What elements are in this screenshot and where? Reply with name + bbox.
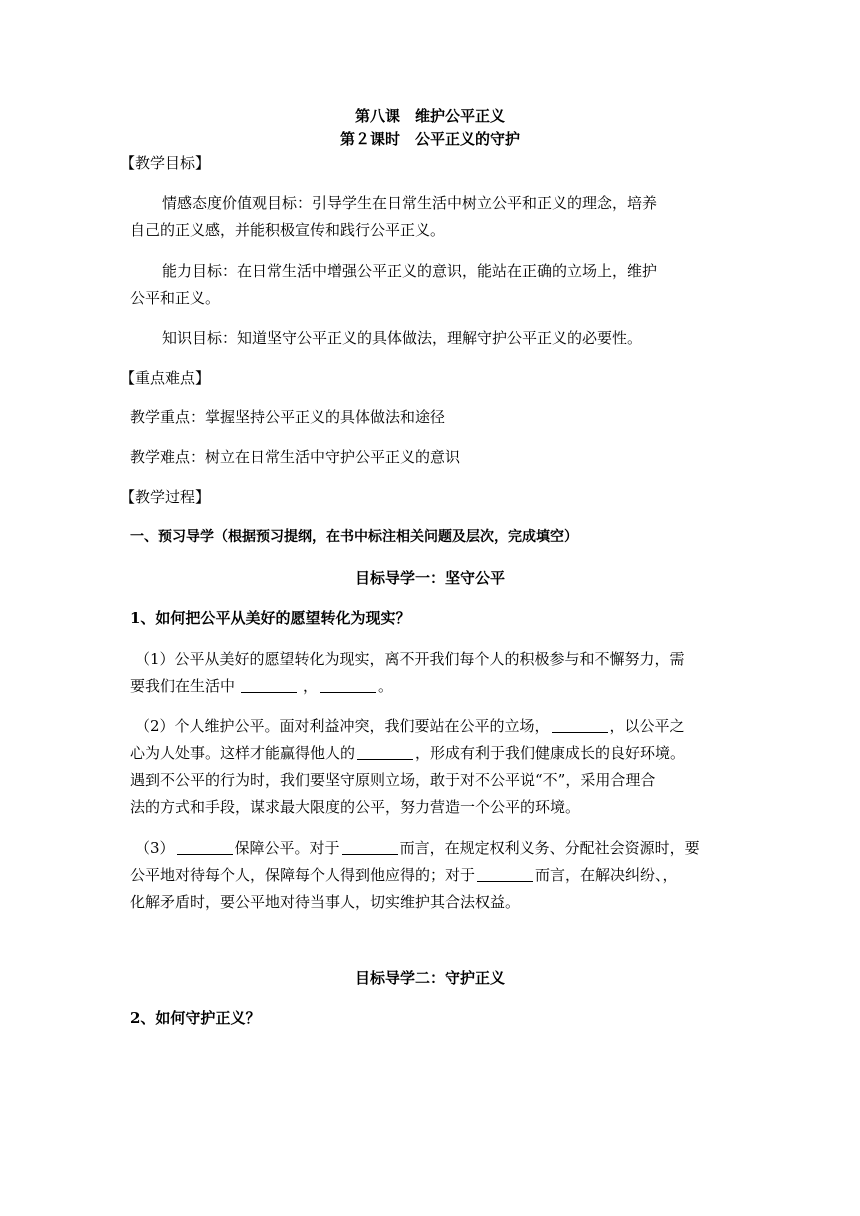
fill-blank[interactable] — [477, 867, 533, 882]
para1-line2 — [130, 675, 393, 697]
para2-text-d: ，形成有利于我们健康成长的良好环境。 — [415, 744, 686, 762]
para1-text-c: 。 — [378, 677, 394, 695]
para2-line3: 遇到不公平的行为时，我们要坚守原则立场，敢于对不公平说“不”，采用合理合 — [130, 771, 656, 789]
para3-text-d: 公平地对待每个人，保障每个人得到他应得的；对于 — [130, 866, 476, 884]
question-1: 1、如何把公平从美好的愿望转化为现实？ — [130, 609, 411, 627]
para3-line2 — [130, 864, 678, 886]
lesson-subtitle: 第２课时 公平正义的守护 — [339, 130, 520, 148]
para2-text-c: 心为人处事。这样才能赢得他人的 — [130, 744, 356, 762]
fill-blank[interactable] — [342, 840, 398, 855]
para2-text-b: ，以公平之 — [609, 717, 685, 735]
guide1-heading: 目标导学一：坚守公平 — [354, 569, 505, 587]
para3-text-e: 而言，在解决纠纷、， — [535, 866, 678, 884]
difficult-point: 教学难点：树立在日常生活中守护公平正义的意识 — [130, 448, 461, 466]
para3-text-a: （3） — [135, 839, 175, 857]
part1-heading: 一、预习导学（根据预习提纲，在书中标注相关问题及层次，完成填空） — [130, 529, 578, 545]
guide2-heading: 目标导学二：守护正义 — [354, 969, 505, 987]
fill-blank[interactable] — [241, 678, 297, 693]
section-heading-goals: 【教学目标】 — [120, 154, 211, 172]
section-heading-key: 【重点难点】 — [120, 369, 211, 387]
section-heading-process: 【教学过程】 — [120, 488, 211, 506]
fill-blank[interactable] — [552, 718, 608, 733]
para1-text-a: 要我们在生活中 — [130, 677, 236, 695]
lesson-title: 第八课 维护公平正义 — [354, 107, 505, 125]
goal-ability-line1: 能力目标：在日常生活中增强公平正义的意识，能站在正确的立场上，维护 — [162, 262, 658, 280]
para3-line3: 化解矛盾时，要公平地对待当事人，切实维护其合法权益。 — [130, 893, 521, 911]
para2-line4: 法的方式和手段，谋求最大限度的公平，努力营造一个公平的环境。 — [130, 798, 581, 816]
question-2: 2、如何守护正义？ — [130, 1009, 261, 1027]
para2-line2 — [130, 742, 685, 764]
para1-text-b: ， — [303, 677, 319, 695]
goal-emotion-line1: 情感态度价值观目标：引导学生在日常生活中树立公平和正义的理念，培养 — [162, 194, 658, 212]
para3-text-c: 而言，在规定权利义务、分配社会资源时，要 — [399, 839, 700, 857]
para3-line1 — [135, 837, 700, 859]
goal-ability-line2: 公平和正义。 — [130, 289, 221, 307]
fill-blank[interactable] — [357, 745, 413, 760]
fill-blank[interactable] — [177, 840, 233, 855]
goal-emotion-line2: 自己的正义感，并能积极宣传和践行公平正义。 — [130, 221, 446, 239]
goal-knowledge: 知识目标：知道坚守公平正义的具体做法，理解守护公平正义的必要性。 — [162, 329, 643, 347]
key-point: 教学重点：掌握坚持公平正义的具体做法和途径 — [130, 408, 446, 426]
para2-line1 — [135, 715, 685, 737]
fill-blank[interactable] — [320, 678, 376, 693]
para3-text-b: 保障公平。对于 — [234, 839, 340, 857]
para2-text-a: （2）个人维护公平。面对利益冲突，我们要站在公平的立场， — [135, 717, 550, 735]
para1-line1: （1）公平从美好的愿望转化为现实，离不开我们每个人的积极参与和不懈努力，需 — [135, 650, 685, 668]
